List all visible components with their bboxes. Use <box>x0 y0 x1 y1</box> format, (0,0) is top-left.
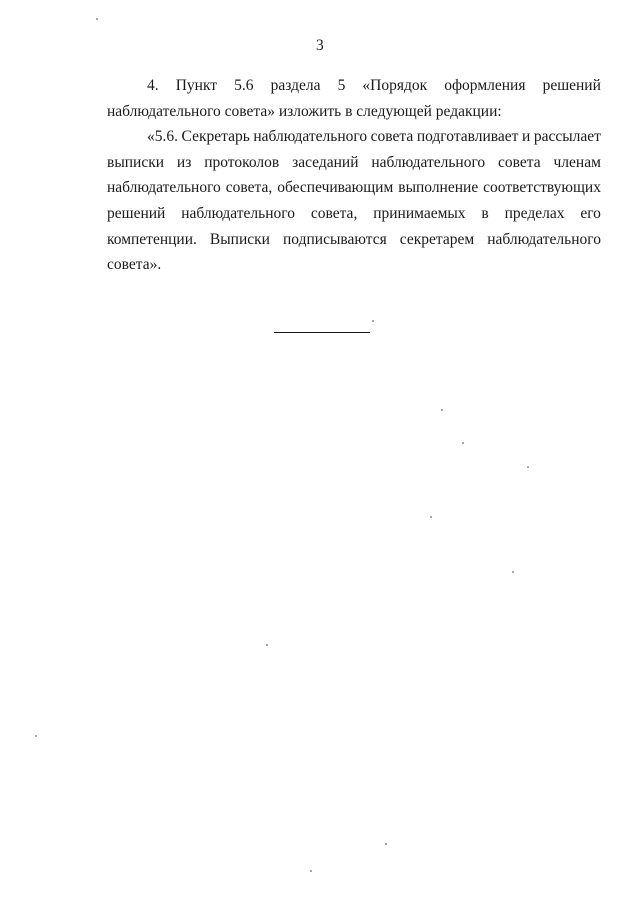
quote-line-5 <box>107 227 601 253</box>
word: принимаемых <box>373 204 466 222</box>
word: протоколов <box>204 153 280 171</box>
word: оформления <box>444 77 526 94</box>
word: обеспечивающим <box>277 179 394 197</box>
word: «Порядок <box>362 77 428 94</box>
word: Пункт <box>175 77 218 94</box>
word: 5.6 <box>234 77 254 94</box>
word: решений <box>542 77 601 94</box>
word: совета <box>370 128 414 146</box>
word: совета <box>498 153 541 171</box>
word: соответствующих <box>483 179 601 197</box>
word: рассылает <box>533 128 601 146</box>
word: «5.6. <box>147 128 178 146</box>
scan-speck <box>96 18 98 20</box>
word: Секретарь <box>181 128 250 146</box>
quote-line-4 <box>107 201 601 227</box>
scan-speck <box>310 870 312 872</box>
scan-speck <box>462 442 464 444</box>
word: наблюдательного <box>487 230 601 248</box>
item-4-line-1 <box>107 73 601 99</box>
word: решений <box>107 204 166 222</box>
word: его <box>580 204 601 222</box>
page-number: 3 <box>315 37 325 54</box>
word: и <box>522 128 531 146</box>
word: наблюдательного <box>253 128 368 146</box>
scan-speck <box>35 735 37 737</box>
word: наблюдательного <box>181 204 295 222</box>
word: из <box>176 153 192 171</box>
scan-speck <box>372 320 374 322</box>
word: выполнение <box>398 179 479 197</box>
word: наблюдательного <box>371 153 486 171</box>
quote-line-6: совета». <box>107 256 162 274</box>
quote-line-2 <box>107 150 601 176</box>
scan-speck <box>430 516 432 518</box>
word: подписываются <box>283 230 387 248</box>
word: в <box>481 204 489 222</box>
word: совета, <box>310 204 358 222</box>
word: секретарем <box>399 230 475 248</box>
word: 5 <box>337 77 346 94</box>
word: заседаний <box>292 153 359 171</box>
scan-speck <box>512 571 514 573</box>
scan-speck <box>527 466 529 468</box>
quote-line-1 <box>107 124 601 150</box>
word: совета, <box>225 179 273 197</box>
scan-speck <box>441 409 443 411</box>
end-divider-line <box>274 332 370 333</box>
item-4-line-2: наблюдательного совета» изложить в следующей редакции: <box>107 102 502 120</box>
quote-line-3 <box>107 175 601 201</box>
word: членам <box>553 153 601 171</box>
word: компетенции. <box>107 230 197 248</box>
scan-speck <box>385 843 387 845</box>
word: пределах <box>504 204 565 222</box>
word: подготавливает <box>416 128 519 146</box>
document-body <box>107 73 601 278</box>
scan-speck <box>266 644 268 646</box>
word: наблюдательного <box>107 179 221 197</box>
word: выписки <box>107 153 165 171</box>
word: раздела <box>270 77 321 94</box>
word: 4. <box>147 77 159 94</box>
word: Выписки <box>209 230 270 248</box>
